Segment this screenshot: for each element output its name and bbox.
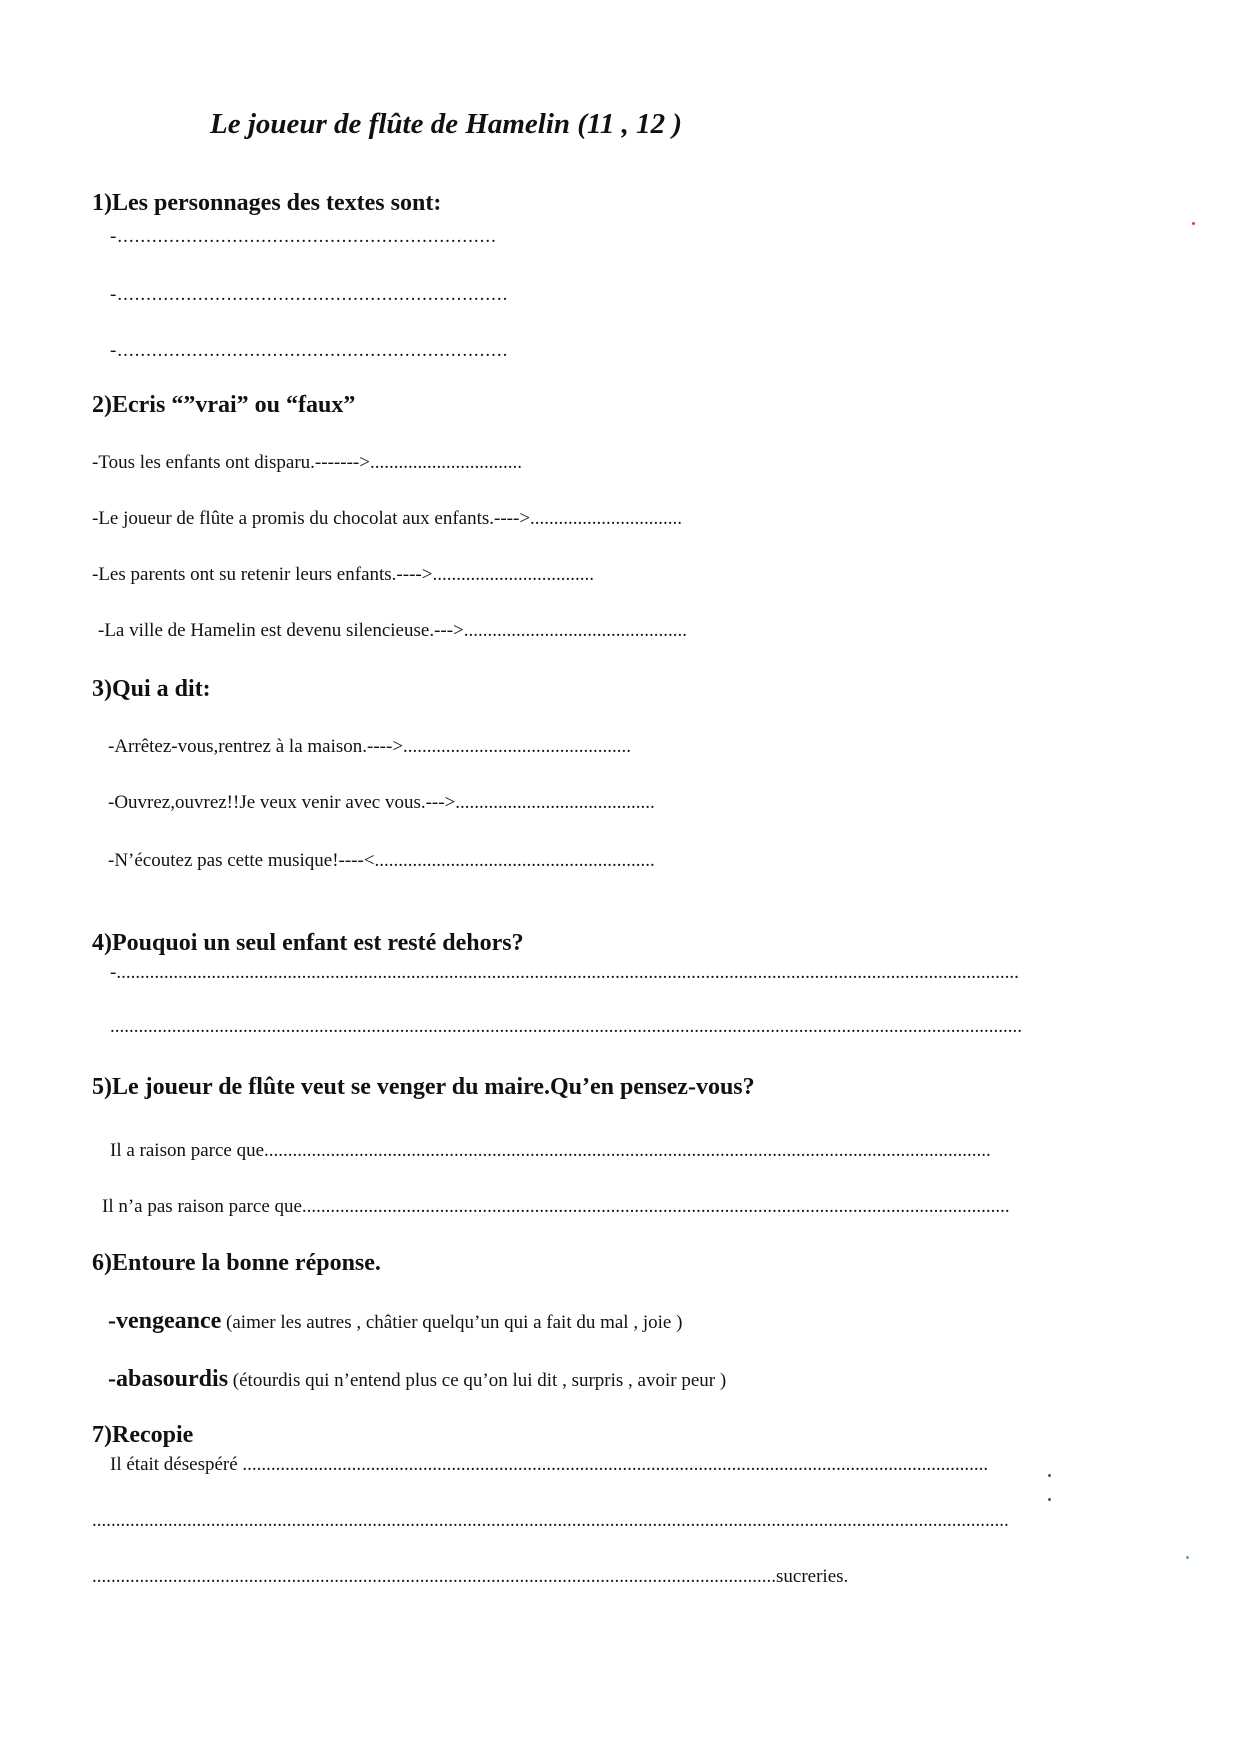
true-false-item-1[interactable]: -Tous les enfants ont disparu.------->................................ <box>92 452 522 473</box>
quote-item-1[interactable]: -Arrêtez-vous,rentrez à la maison.---->................................................ <box>108 736 632 757</box>
page-title: Le joueur de flûte de Hamelin (11 , 12 ) <box>210 108 683 140</box>
vocab-options[interactable]: (aimer les autres , châtier quelqu’un qui a fait du mal , joie ) <box>221 1312 683 1333</box>
question-7-heading: 7)Recopie <box>92 1422 194 1448</box>
scan-speck <box>1186 1556 1189 1559</box>
vocab-item-abasourdis <box>108 1366 726 1393</box>
vocab-word: -vengeance <box>108 1308 222 1334</box>
answer-line-4-1[interactable]: -.............................................................................................................................................................................................. <box>110 962 1019 983</box>
true-false-item-3[interactable]: -Les parents ont su retenir leurs enfants.---->.................................. <box>92 564 594 585</box>
vocab-word: -abasourdis <box>108 1366 229 1392</box>
copy-line-1[interactable]: Il était désespéré ............................................................................................................................................................. <box>110 1454 989 1475</box>
opinion-line-yes[interactable]: Il a raison parce que......................................................................................................................................................... <box>110 1140 991 1161</box>
question-6-heading: 6)Entoure la bonne réponse. <box>92 1250 381 1276</box>
true-false-item-2[interactable]: -Le joueur de flûte a promis du chocolat aux enfants.---->................................ <box>92 508 683 529</box>
true-false-item-4[interactable]: -La ville de Hamelin est devenu silencieuse.--->............................................... <box>98 620 688 641</box>
question-3-heading: 3)Qui a dit: <box>92 676 211 702</box>
question-5-heading: 5)Le joueur de flûte veut se venger du maire.Qu’en pensez-vous? <box>92 1074 755 1100</box>
scan-speck <box>1048 1474 1051 1477</box>
copy-line-3[interactable]: ................................................................................................................................................sucreries. <box>92 1566 849 1587</box>
quote-item-2[interactable]: -Ouvrez,ouvrez!!Je veux venir avec vous.--->.......................................... <box>108 792 655 813</box>
vocab-options[interactable]: (étourdis qui n’entend plus ce qu’on lui dit , surpris , avoir peur ) <box>228 1370 727 1391</box>
opinion-line-no[interactable]: Il n’a pas raison parce que..................................................................................................................................................... <box>102 1196 1010 1217</box>
answer-line-1-3[interactable]: -.................................................................... <box>110 340 509 361</box>
question-1-heading: 1)Les personnages des textes sont: <box>92 190 442 216</box>
answer-line-1-1[interactable]: -.................................................................. <box>110 226 497 247</box>
answer-line-1-2[interactable]: -.................................................................... <box>110 284 509 305</box>
vocab-item-vengeance <box>108 1308 682 1335</box>
copy-line-2[interactable]: ................................................................................................................................................................................................. <box>92 1510 1009 1531</box>
question-2-heading: 2)Ecris “”vrai” ou “faux” <box>92 392 356 418</box>
scan-speck <box>1048 1498 1051 1501</box>
quote-item-3[interactable]: -N’écoutez pas cette musique!----<........................................................... <box>108 850 655 871</box>
answer-line-4-2[interactable]: ................................................................................................................................................................................................ <box>110 1016 1022 1037</box>
question-4-heading: 4)Pouquoi un seul enfant est resté dehors? <box>92 930 524 956</box>
scan-speck <box>1192 222 1195 225</box>
